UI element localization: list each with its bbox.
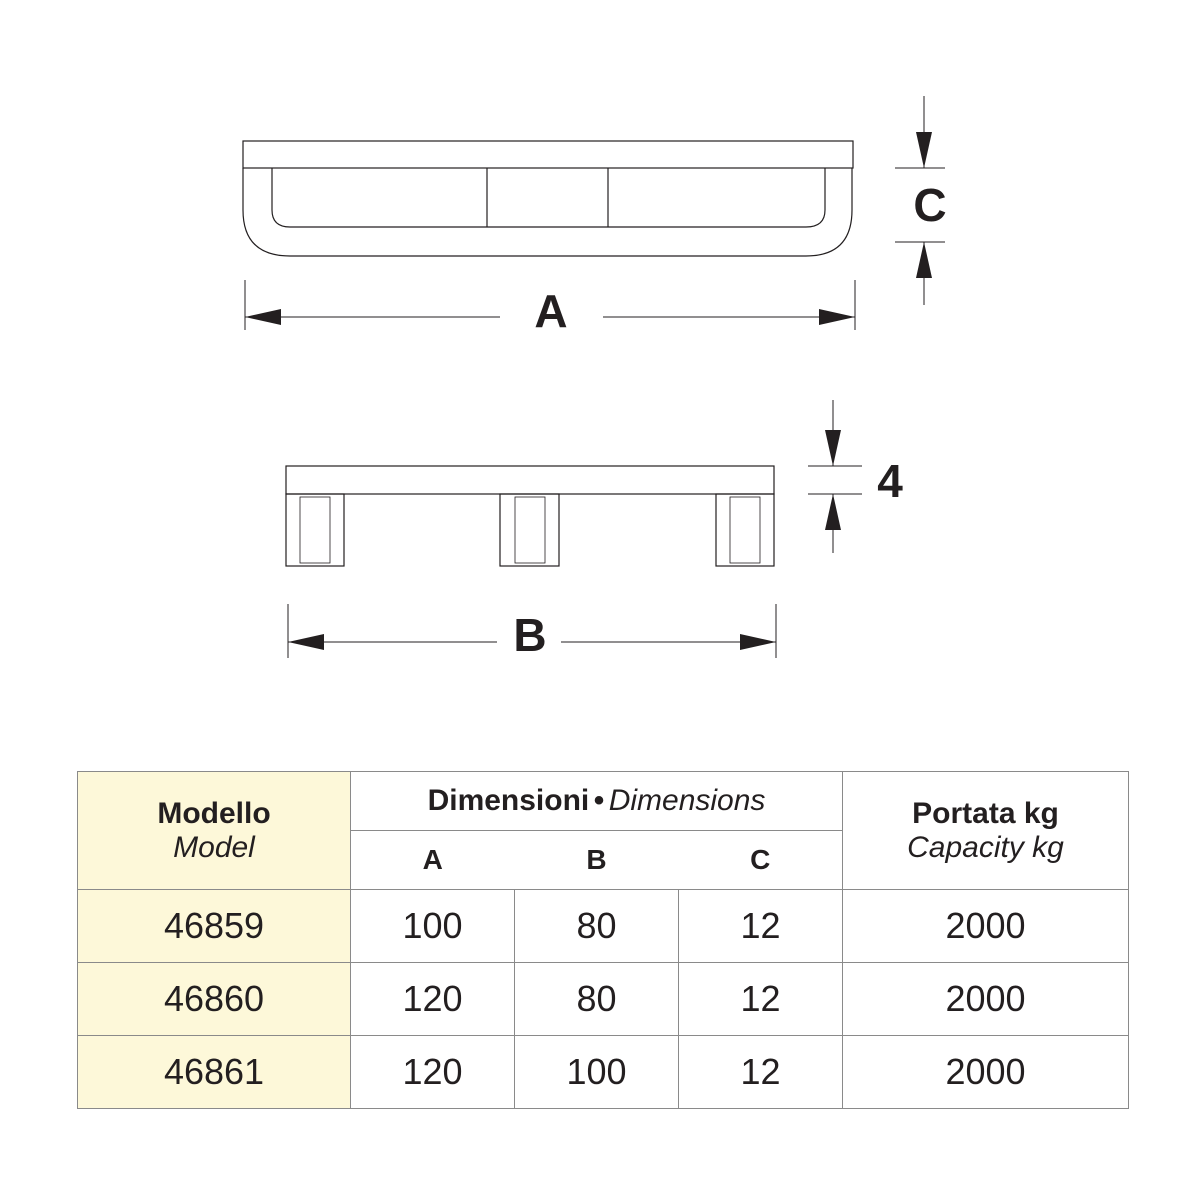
dim-c-cell: 12 — [679, 890, 843, 963]
side-view-block-center — [500, 494, 559, 566]
capacity-cell: 2000 — [843, 1036, 1129, 1109]
capacity-cell: 2000 — [843, 890, 1129, 963]
model-header-en: Model — [173, 830, 255, 864]
side-view-block-center-inner — [515, 497, 545, 563]
dim-a-cell: 120 — [351, 963, 515, 1036]
table-row — [78, 963, 1129, 1036]
side-view-block-right-inner — [730, 497, 760, 563]
table-row — [78, 890, 1129, 963]
capacity-header-en: Capacity kg — [907, 830, 1064, 864]
sub-header-a: A — [351, 831, 515, 890]
model-header-cell — [78, 772, 351, 890]
side-view-deck — [286, 466, 774, 494]
dim-c-cell: 12 — [679, 963, 843, 1036]
dimensions-header-cell — [351, 772, 843, 831]
dimension-c-label: C — [913, 179, 947, 231]
model-cell: 46861 — [78, 1036, 351, 1109]
sub-header-c: C — [679, 831, 843, 890]
sub-header-b: B — [515, 831, 679, 890]
header-row — [78, 772, 1129, 831]
capacity-cell: 2000 — [843, 963, 1129, 1036]
dimensions-header: Dimensioni — [427, 784, 590, 817]
side-view-block-right — [716, 494, 774, 566]
top-view — [243, 141, 853, 256]
top-view-outer-frame — [243, 168, 852, 256]
table-row — [78, 1036, 1129, 1109]
specification-table — [77, 771, 1129, 1109]
dimensions-header-en: Dimensions — [608, 784, 766, 817]
top-view-deck — [243, 141, 853, 168]
model-cell: 46860 — [78, 963, 351, 1036]
dimensions-separator: • — [593, 784, 605, 817]
capacity-header-cell — [843, 772, 1129, 890]
capacity-header: Portata kg — [912, 796, 1059, 830]
dim-b-cell: 80 — [515, 963, 679, 1036]
dim-a-cell: 100 — [351, 890, 515, 963]
side-view-block-left-inner — [300, 497, 330, 563]
model-cell: 46859 — [78, 890, 351, 963]
top-view-inner-frame — [272, 168, 825, 227]
dimension-a-label: A — [534, 285, 568, 337]
model-header: Modello — [157, 796, 271, 830]
dim-a-cell: 120 — [351, 1036, 515, 1109]
dim-b-cell: 100 — [515, 1036, 679, 1109]
dimension-b-label: B — [513, 609, 547, 661]
side-view-block-left — [286, 494, 344, 566]
dim-b-cell: 80 — [515, 890, 679, 963]
dim-c-cell: 12 — [679, 1036, 843, 1109]
side-view — [286, 466, 774, 566]
dimension-4-label: 4 — [877, 455, 903, 507]
dimension-4 — [808, 400, 862, 553]
